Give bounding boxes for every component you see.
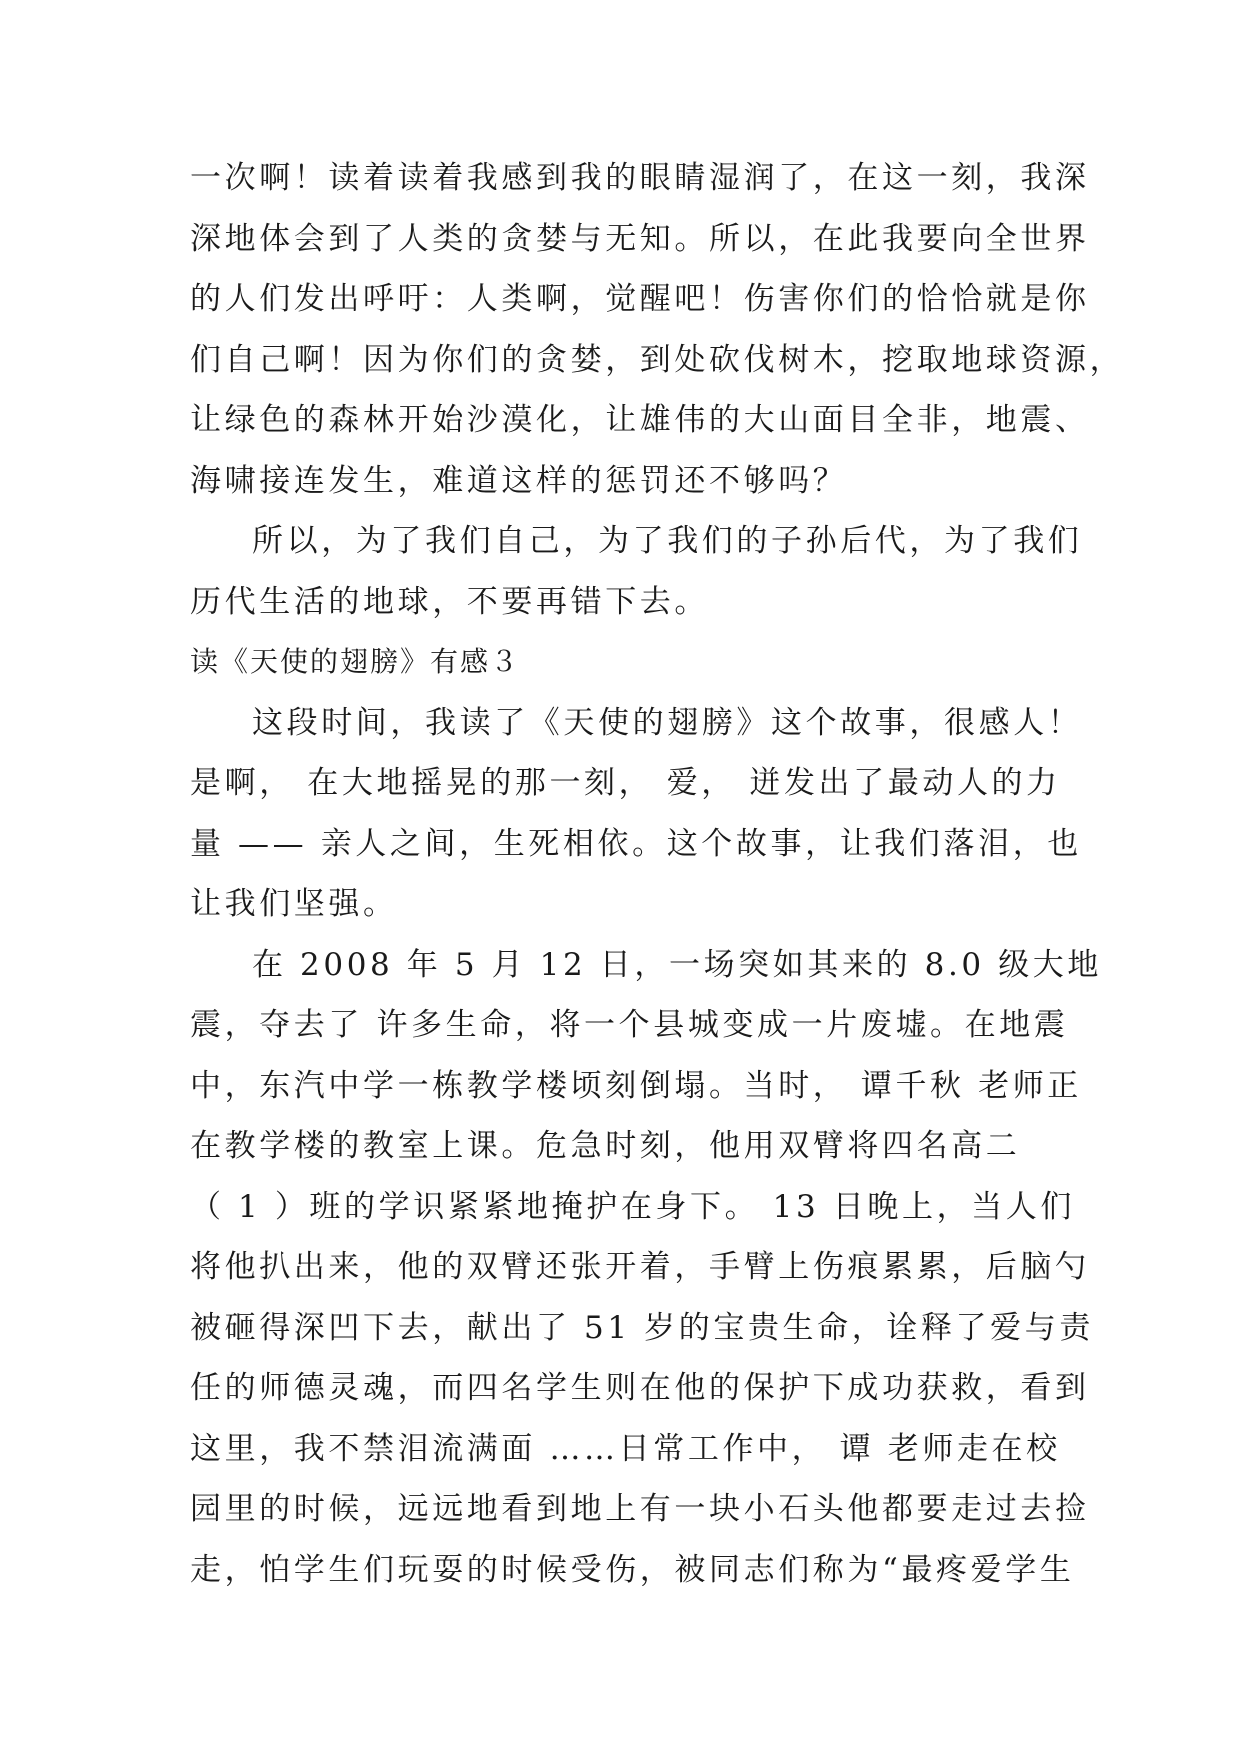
text-line: 所以，为了我们自己，为了我们的子孙后代，为了我们: [252, 523, 1083, 559]
text-line: 让我们坚强。: [190, 886, 398, 922]
text-line: 将他扒出来，他的双臂还张开着，手臂上伤痕累累，后脑勺: [190, 1249, 1090, 1285]
text-line: 任的师德灵魂，而四名学生则在他的保护下成功获救，看到: [190, 1370, 1090, 1406]
body-text: [190, 148, 1125, 1600]
text-line: 是啊， 在大地摇晃的那一刻， 爱， 迸发出了最动人的力: [190, 765, 1061, 801]
text-line: 在教学楼的教室上课。危急时刻，他用双臂将四名高二: [190, 1128, 1021, 1164]
text-line: （ 1 ）班的学识紧紧地掩护在身下。 13 日晚上，当人们: [190, 1188, 1075, 1225]
text-line: 的人们发出呼吁：人类啊，觉醒吧！伤害你们的恰恰就是你: [190, 281, 1090, 317]
text-line: 海啸接连发生，难道这样的惩罚还不够吗？: [190, 462, 848, 499]
text-line: 这段时间，我读了《天使的翅膀》这个故事，很感人！: [252, 704, 1083, 741]
text-line: 园里的时候，远远地看到地上有一块小石头他都要走过去捡: [190, 1491, 1090, 1527]
text-line: 们自己啊！因为你们的贪婪，到处砍伐树木，挖取地球资源，: [190, 341, 1125, 378]
text-line: 量 —— 亲人之间，生死相依。这个故事，让我们落泪，也: [190, 825, 1082, 862]
text-line: 一次啊！读着读着我感到我的眼睛湿润了，在这一刻，我深: [190, 160, 1090, 196]
text-line: 历代生活的地球，不要再错下去。: [190, 583, 709, 620]
text-line: 让绿色的森林开始沙漠化，让雄伟的大山面目全非，地震、: [190, 402, 1090, 438]
text-line: 中，东汽中学一栋教学楼顷刻倒塌。当时， 谭千秋 老师正: [190, 1067, 1082, 1104]
text-line: 走，怕学生们玩耍的时候受伤，被同志们称为“最疼爱学生: [190, 1551, 1075, 1588]
section-heading: 读《天使的翅膀》有感３: [190, 645, 521, 678]
text-line: 这里，我不禁泪流满面 ……日常工作中， 谭 老师走在校: [190, 1430, 1061, 1467]
text-line: 被砸得深凹下去，献出了 51 岁的宝贵生命，诠释了爱与责: [190, 1309, 1094, 1346]
text-line: 在 2008 年 5 月 12 日，一场突如其来的 8.0 级大地: [252, 946, 1102, 983]
text-line: 深地体会到了人类的贪婪与无知。所以，在此我要向全世界: [190, 220, 1090, 257]
text-line: 震，夺去了 许多生命，将一个县城变成一片废墟。在地震: [190, 1007, 1069, 1043]
